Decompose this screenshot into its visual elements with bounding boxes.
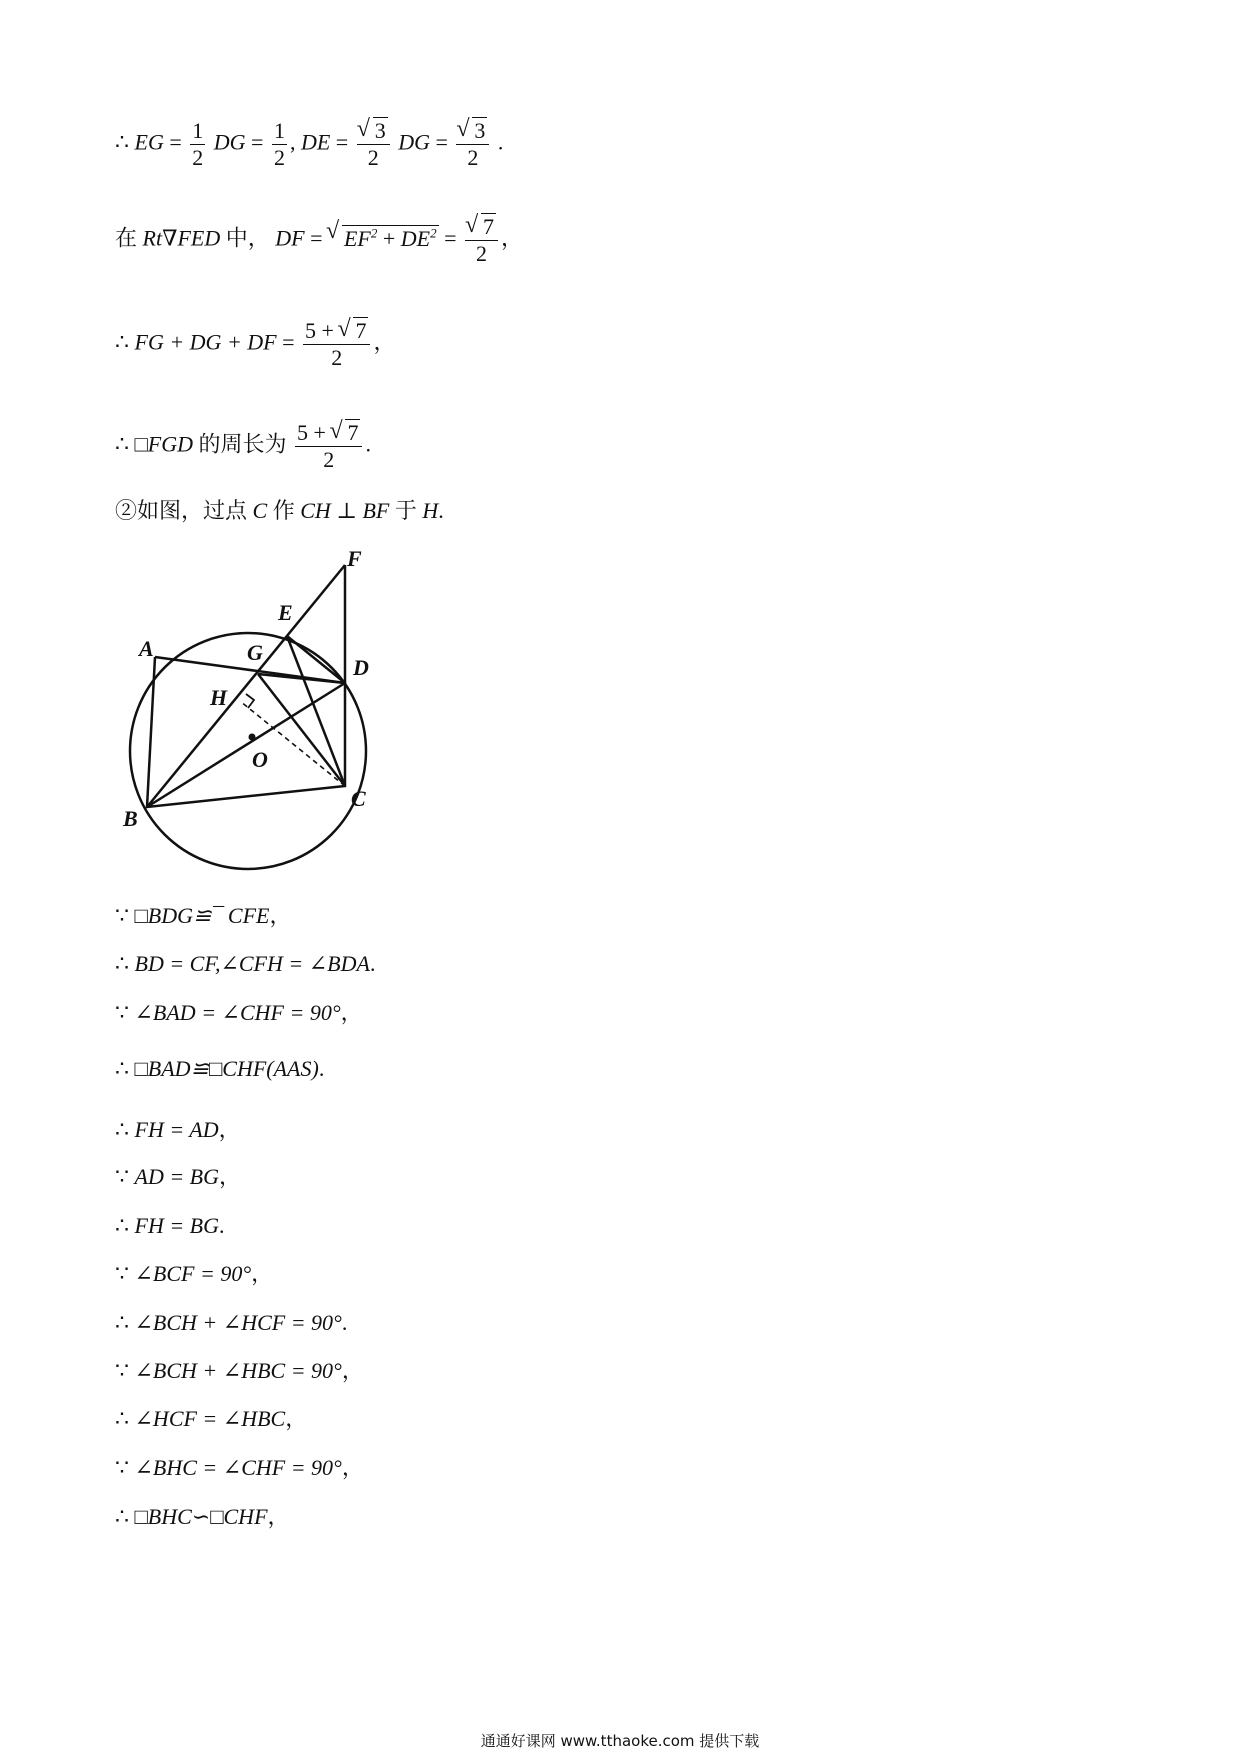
proof-line-14: ∴ ∠BCH + ∠HCF = 90°. xyxy=(115,1310,348,1335)
proof-line-12: ∴ FH = BG. xyxy=(115,1213,225,1238)
proof-line-8: ∵ ∠BAD = ∠CHF = 90°， xyxy=(115,1000,363,1025)
equals-sign: = xyxy=(438,225,463,251)
equals-sign: = xyxy=(435,129,448,155)
expr-dg-2: DG xyxy=(398,129,430,155)
triangle-fgd: FGD xyxy=(147,431,194,457)
label-b: B xyxy=(123,806,138,831)
triangle-symbol: □ xyxy=(134,431,148,457)
label-a: A xyxy=(139,636,154,661)
label-d: D xyxy=(353,655,369,680)
proof-line-10: ∴ FH = AD， xyxy=(115,1117,241,1142)
text-rt: Rt xyxy=(142,225,163,251)
period: . xyxy=(438,498,444,523)
point-c: C xyxy=(252,498,268,523)
proof-line-15: ∵ ∠BCH + ∠HBC = 90°， xyxy=(115,1358,364,1383)
text-yu: 于 xyxy=(389,498,423,523)
segment-ch: CH xyxy=(300,498,331,523)
text-construct: ②如图，过点 xyxy=(115,498,253,523)
period: . xyxy=(497,129,504,155)
fraction-root3-half-2: √ $\frac{3}{2}$ xyxy=(456,118,489,171)
fraction-5-root7-half: $\frac{5 + √ 7}{2}$ xyxy=(303,318,370,371)
label-h: H xyxy=(210,685,228,710)
text-perimeter: 的周长为 xyxy=(193,431,287,457)
expr-eg: EG xyxy=(134,129,164,155)
expr-dg: DG xyxy=(213,129,246,155)
center-dot xyxy=(249,734,256,741)
text-zai: 在 xyxy=(115,225,138,251)
label-c: C xyxy=(351,786,366,811)
construction-text xyxy=(115,498,444,524)
line-bf xyxy=(147,565,345,807)
point-h: H xyxy=(422,498,439,523)
equation-df xyxy=(115,214,523,267)
fraction-root3-half: √ $\frac{3}{2}$ xyxy=(357,118,390,171)
fraction-one-half-2: $\frac{1}{2}$ xyxy=(273,118,285,170)
proof-line-13: ∵ ∠BCF = 90°， xyxy=(115,1261,274,1286)
equation-eg-dg-de xyxy=(115,118,503,171)
therefore-symbol: ∴ xyxy=(115,431,129,457)
comma: ， xyxy=(373,329,396,355)
label-e: E xyxy=(278,600,293,625)
proof-line-16: ∴ ∠HCF = ∠HBC， xyxy=(115,1406,308,1431)
equals-sign: = xyxy=(169,129,182,155)
expr-sum: FG + DG + DF xyxy=(134,329,277,355)
expr-de: DE xyxy=(300,129,331,155)
equation-perimeter xyxy=(115,420,371,473)
equals-sign: = xyxy=(304,225,328,251)
segment-bf: BF xyxy=(362,498,390,523)
comma: ， xyxy=(501,225,524,251)
equals-sign: = xyxy=(335,129,349,155)
label-f: F xyxy=(347,548,362,571)
expr-df: DF xyxy=(275,225,305,251)
fraction-5-root7-half-2: $\frac{5 + √ 7}{2}$ xyxy=(295,420,362,473)
equation-sum xyxy=(115,318,395,371)
fraction-root7-half: √ $\frac{7}{2}$ xyxy=(465,214,498,267)
label-o: O xyxy=(252,747,268,772)
equals-sign: = xyxy=(276,329,301,355)
proof-line-18: ∴ □BHC∽□CHF， xyxy=(115,1504,290,1529)
therefore-symbol: ∴ xyxy=(115,329,129,355)
therefore-symbol: ∴ xyxy=(115,129,129,155)
text-zuo: 作 xyxy=(267,498,301,523)
fraction-one-half: $\frac{1}{2}$ xyxy=(192,118,204,170)
triangle-symbol: ∇ xyxy=(162,225,178,251)
proof-line-11: ∵ AD = BG， xyxy=(115,1164,242,1189)
geometry-figure xyxy=(115,548,385,878)
proof-line-6: ∵ □BDG≌¯ CFE， xyxy=(115,903,292,928)
text-zhong: 中， xyxy=(220,225,270,251)
perp-symbol: ⊥ xyxy=(330,498,363,523)
sqrt-ef-de: √ $EF^2 + DE^2$ xyxy=(328,220,439,251)
proof-line-7: ∴ BD = CF,∠CFH = ∠BDA. xyxy=(115,951,376,976)
figure-lines xyxy=(147,565,345,807)
page-footer: 通通好课网 www.tthaoke.com 提供下载 xyxy=(480,1732,760,1750)
triangle-fed: FED xyxy=(177,225,221,251)
equals-sign: = xyxy=(251,129,264,155)
label-g: G xyxy=(247,640,263,665)
period: . xyxy=(365,431,371,457)
proof-line-17: ∵ ∠BHC = ∠CHF = 90°， xyxy=(115,1455,364,1480)
comma: , xyxy=(289,129,296,155)
proof-line-9: ∴ □BAD≌□CHF(AAS). xyxy=(115,1056,325,1081)
